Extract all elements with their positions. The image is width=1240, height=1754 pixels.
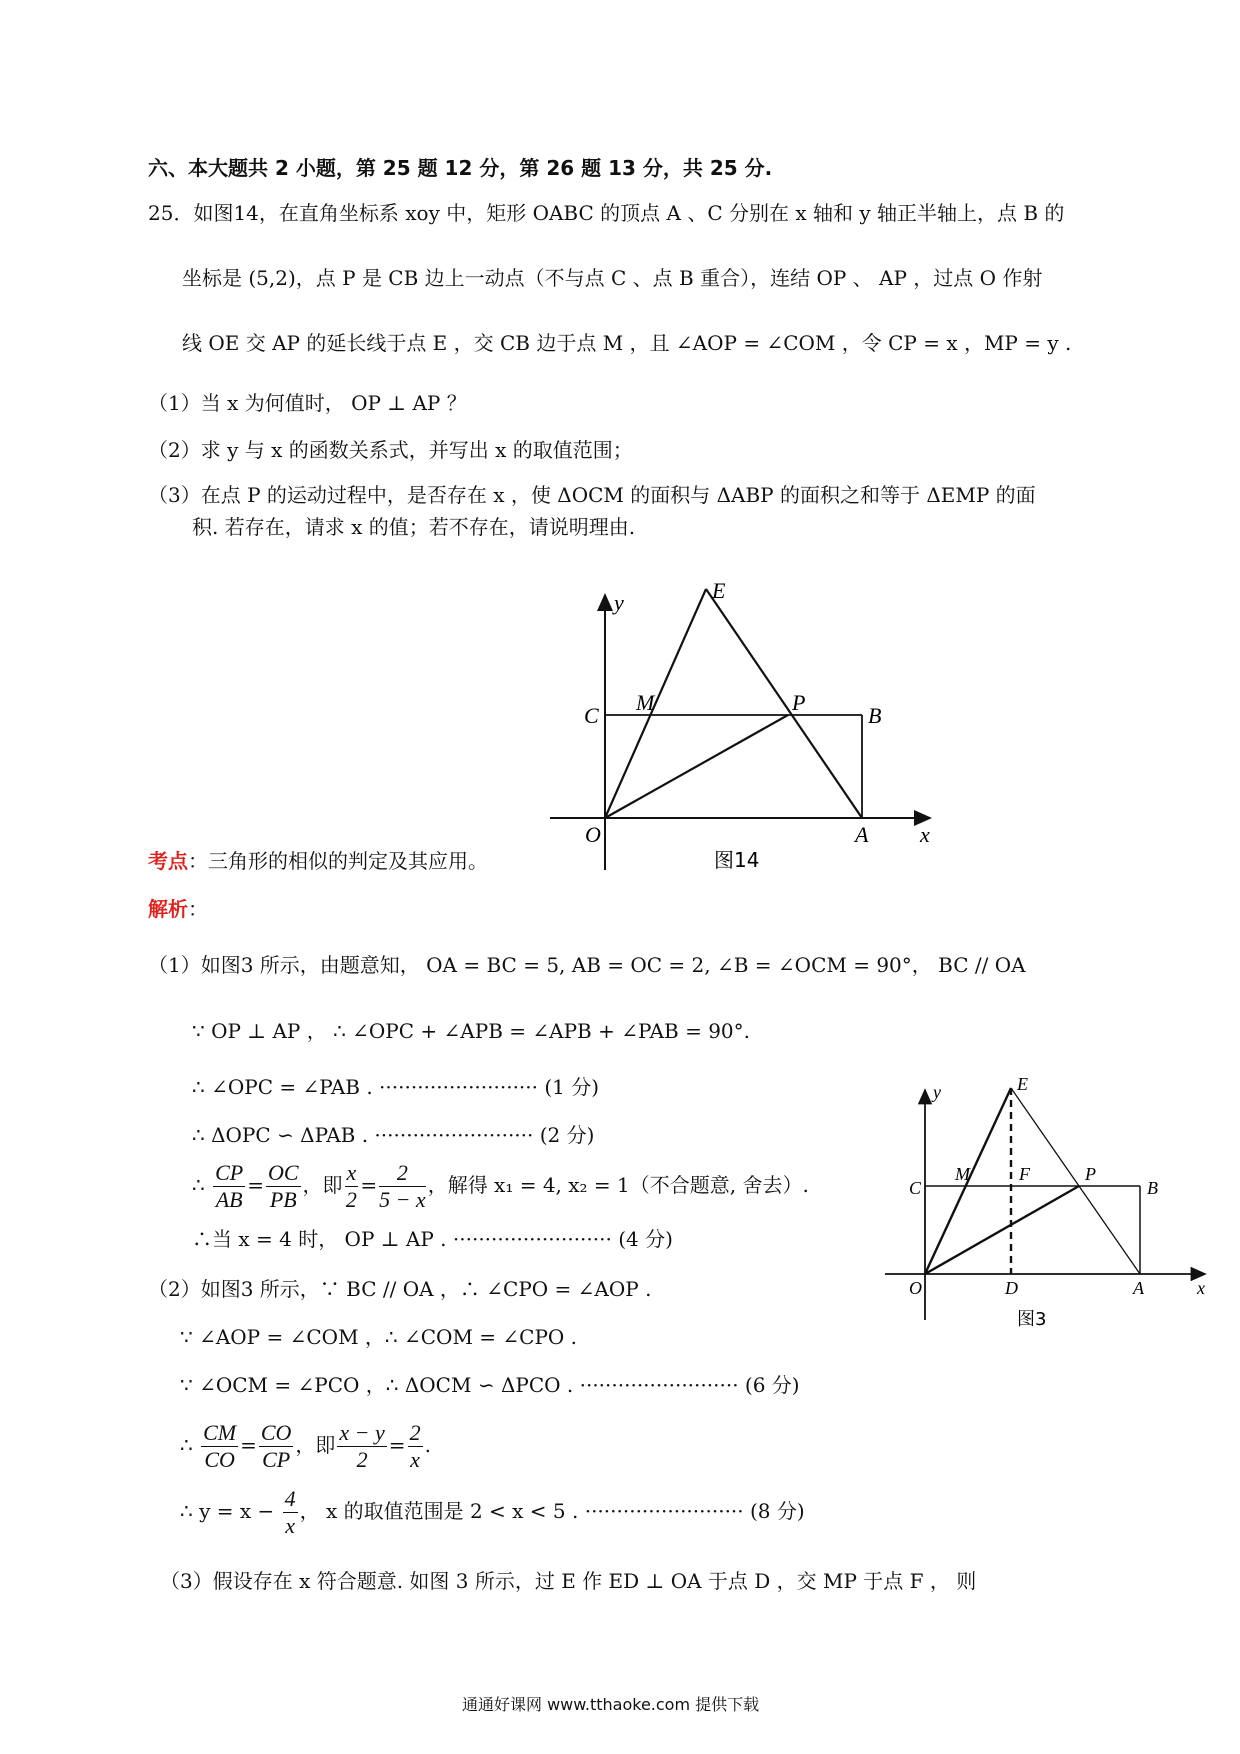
- segment-op: [925, 1186, 1079, 1274]
- fraction-denominator: CO: [204, 1447, 235, 1472]
- solution-line-12: （3）假设存在 x 符合题意. 如图 3 所示，过 E 作 ED ⊥ OA 于点 D ，交 MP 于点 F ， 则: [160, 1569, 977, 1593]
- kaodian-label: 考点: [148, 849, 188, 873]
- connector-text: ，即: [302, 1173, 343, 1197]
- fraction-2-5minusx: [379, 1160, 426, 1213]
- fraction-denominator: PB: [269, 1187, 297, 1212]
- label-d: D: [1005, 1278, 1018, 1298]
- solution-line-11: [180, 1486, 805, 1539]
- fraction-2-x: [408, 1420, 423, 1473]
- fraction-xminusy-2: [337, 1420, 386, 1473]
- solution-line-9: ∵ ∠OCM = ∠PCO ，∴ ΔOCM ∽ ΔPCO . ························· (6 分): [180, 1373, 800, 1397]
- fraction-numerator: x: [346, 1160, 357, 1185]
- fraction-denominator: CP: [262, 1447, 291, 1472]
- problem-line-2: 坐标是 (5,2)，点 P 是 CB 边上一动点（不与点 C 、点 B 重合），连结 OP 、 AP ，过点 O 作射: [182, 266, 1043, 290]
- label-p: P: [792, 690, 806, 715]
- kaodian-line: [148, 848, 488, 874]
- jiexi-label: 解析: [148, 897, 188, 921]
- fraction-cm-co: [201, 1420, 238, 1473]
- fraction-denominator: x: [410, 1447, 420, 1472]
- figure-3-caption: 图3: [1017, 1309, 1047, 1330]
- fraction-numerator: CO: [260, 1420, 292, 1445]
- fraction-numerator: 2: [409, 1420, 421, 1445]
- kaodian-text: ：三角形的相似的判定及其应用。: [188, 849, 488, 873]
- label-o: O: [585, 822, 601, 847]
- fraction-numerator: CM: [203, 1420, 237, 1445]
- label-x: x: [920, 822, 930, 847]
- fraction-co-cp: [259, 1420, 294, 1473]
- fraction-oc-pb: [266, 1160, 301, 1213]
- problem-line-1: 25．如图14，在直角坐标系 xoy 中，矩形 OABC 的顶点 A 、C 分别在 x 轴和 y 轴正半轴上，点 B 的: [148, 201, 1065, 225]
- label-f: F: [1019, 1164, 1030, 1184]
- solution-line-6: ∴当 x = 4 时， OP ⊥ AP . ························· (4 分): [192, 1227, 673, 1251]
- label-b: B: [1147, 1178, 1158, 1198]
- fraction-denominator: 2: [356, 1447, 368, 1472]
- solution-line-1: （1）如图3 所示，由题意知， OA = BC = 5, AB = OC = 2, ∠B = ∠OCM = 90°， BC // OA: [148, 953, 1026, 977]
- solution-line-3: ∴ ∠OPC = ∠PAB . ························· (1 分): [192, 1075, 600, 1099]
- label-e: E: [1017, 1074, 1028, 1094]
- connector-text: ，即: [295, 1433, 336, 1457]
- fraction-x-2: [345, 1160, 359, 1213]
- solution-5-tail: ，解得 x₁ = 4, x₂ = 1（不合题意, 舍去）.: [427, 1173, 809, 1197]
- figure-14: [550, 580, 950, 870]
- problem-line-3: 线 OE 交 AP 的延长线于点 E ，交 CB 边于点 M ，且 ∠AOP = ∠COM ，令 CP = x ，MP = y .: [182, 331, 1072, 355]
- fraction-denominator: AB: [215, 1187, 243, 1212]
- segment-op: [605, 715, 788, 818]
- fraction-denominator: x: [285, 1513, 295, 1538]
- jiexi-line: [148, 896, 208, 922]
- label-e: E: [712, 580, 726, 603]
- solution-line-8: ∵ ∠AOP = ∠COM ，∴ ∠COM = ∠CPO .: [180, 1325, 578, 1349]
- label-c: C: [584, 703, 599, 728]
- segment-ea: [706, 589, 862, 818]
- y-equals-prefix: ∴ y = x −: [180, 1499, 275, 1523]
- fraction-numerator: OC: [267, 1160, 299, 1185]
- label-m: M: [636, 690, 655, 715]
- question-1: （1）当 x 为何值时， OP ⊥ AP ？: [148, 391, 467, 415]
- solution-11-tail: ， x 的取值范围是 2 < x < 5 . ························· (8 分): [299, 1499, 805, 1523]
- therefore-symbol: ∴: [192, 1173, 205, 1197]
- jiexi-colon: ：: [188, 897, 208, 921]
- solution-line-10: ∴ $\frac{CM}{CO}$ = $\frac{CO}{CP}$ ，即 $\frac{x - y}{2}$ = $\frac{2}{x}$ .: [180, 1420, 431, 1472]
- fraction-numerator: CP: [215, 1160, 244, 1185]
- fraction-numerator: 2: [379, 1160, 426, 1187]
- solution-line-7: （2）如图3 所示，∵ BC // OA ，∴ ∠CPO = ∠AOP .: [148, 1277, 652, 1301]
- fraction-cp-ab: [213, 1160, 245, 1213]
- fraction-4-x: [283, 1486, 298, 1539]
- segment-ea: [1011, 1088, 1140, 1274]
- label-p: P: [1085, 1164, 1096, 1184]
- segment-oe: [605, 589, 706, 818]
- label-c: C: [909, 1178, 922, 1198]
- solution-line-5: ∴ $\frac{CP}{AB}$ = $\frac{OC}{PB}$ ，即 $\frac{x}{2}$ = $\frac{2}{5 - x}$ ，解得 x₁ = 4, x₂ = 1（不合题意, 舍去）.: [192, 1160, 809, 1212]
- label-m: M: [955, 1164, 970, 1184]
- label-o: O: [909, 1278, 922, 1298]
- fraction-denominator: 5 − x: [379, 1187, 426, 1212]
- label-a: A: [855, 822, 869, 847]
- label-x: x: [1197, 1278, 1205, 1298]
- footer-text: 通通好课网 www.tthaoke.com 提供下载: [462, 1695, 760, 1714]
- fraction-numerator: 4: [284, 1486, 296, 1511]
- label-b: B: [868, 703, 882, 728]
- question-2: （2）求 y 与 x 的函数关系式，并写出 x 的取值范围；: [148, 438, 633, 462]
- solution-line-4: ∴ ΔOPC ∽ ΔPAB . ························· (2 分): [192, 1123, 595, 1147]
- label-y: y: [933, 1082, 941, 1102]
- therefore-symbol: ∴: [180, 1433, 193, 1457]
- figure-14-caption: 图14: [714, 848, 760, 870]
- question-3b: 积. 若存在，请求 x 的值；若不存在，请说明理由.: [192, 515, 636, 539]
- question-3a: （3）在点 P 的运动过程中，是否存在 x ，使 ΔOCM 的面积与 ΔABP 的面积之和等于 ΔEMP 的面: [148, 483, 1036, 507]
- label-a: A: [1133, 1278, 1144, 1298]
- fraction-denominator: 2: [345, 1187, 357, 1212]
- figure-3: [885, 1070, 1215, 1340]
- solution-line-2: ∵ OP ⊥ AP ， ∴ ∠OPC + ∠APB = ∠APB + ∠PAB = 90°.: [192, 1019, 750, 1043]
- fraction-numerator: x − y: [339, 1420, 385, 1445]
- label-y: y: [614, 590, 624, 615]
- section-heading: 六、本大题共 2 小题，第 25 题 12 分，第 26 题 13 分，共 25 分.: [148, 156, 773, 180]
